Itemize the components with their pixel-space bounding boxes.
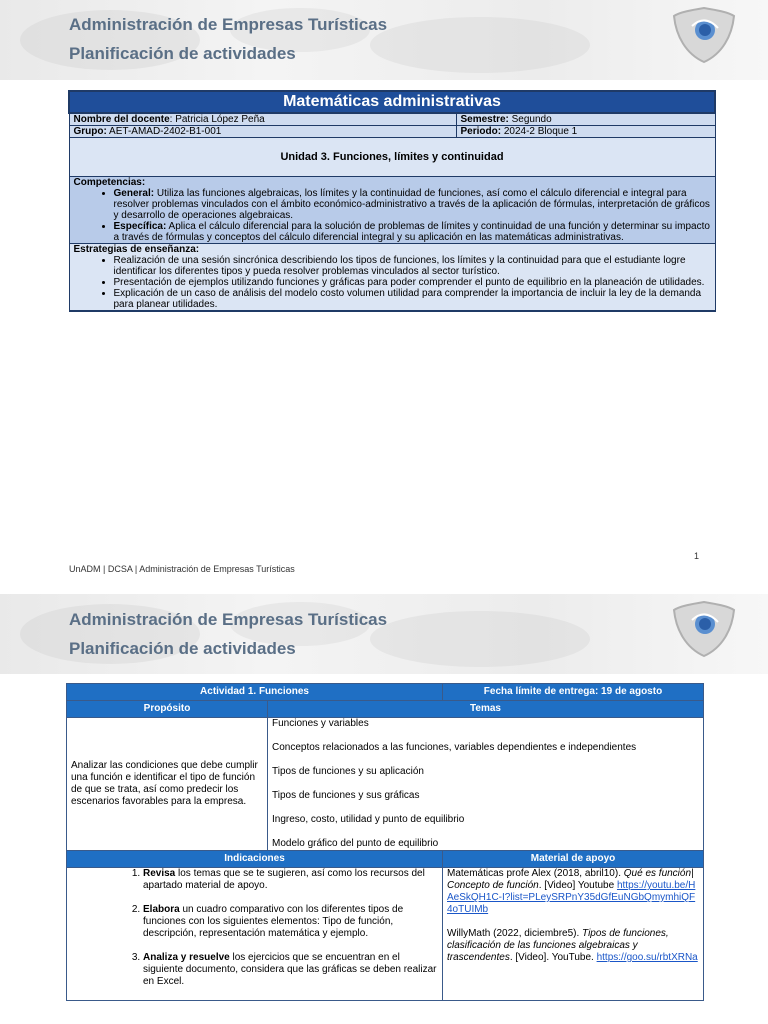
material-author: WillyMath (2022, diciembre5). <box>447 928 583 939</box>
header-title: Administración de Empresas Turísticas <box>69 610 388 629</box>
competencias-label: Competencias: <box>73 177 146 188</box>
temas-list <box>268 718 704 851</box>
periodo-value: 2024-2 Bloque 1 <box>501 126 578 137</box>
docente-cell <box>69 113 456 126</box>
unadm-shield-logo-icon <box>672 6 736 64</box>
unadm-shield-logo-icon <box>672 600 736 658</box>
material-header: Material de apoyo <box>443 851 704 868</box>
grupo-cell <box>69 126 456 138</box>
grupo-label: Grupo: <box>73 126 107 137</box>
estrategia-item: • Presentación de ejemplos utilizando funciones y gráficas para poder comprender el punto de equilibrio en la planeación de utilidades. <box>114 277 711 288</box>
indicacion-item <box>143 952 438 988</box>
tema-item: Funciones y variables <box>272 718 369 729</box>
indicacion-text: los ejercicios que se encuentran en el siguiente documento, considera que las gráficas se deben realizar en Excel. <box>143 952 437 987</box>
estrategias-label: Estrategias de enseñanza: <box>73 244 200 255</box>
material-link[interactable]: https://goo.su/rbtXRNa <box>596 952 698 963</box>
estrategias-cell <box>69 244 715 312</box>
page2-header <box>0 594 768 674</box>
indicaciones-list <box>67 868 443 1001</box>
indicacion-verb: Analiza y resuelve <box>143 952 230 963</box>
material-source: . [Video] Youtube <box>538 880 617 891</box>
header-subtitle: Planificación de actividades <box>69 44 296 63</box>
semestre-value: Segundo <box>508 114 552 125</box>
indicacion-verb: Elabora <box>143 904 180 915</box>
semestre-cell <box>456 113 715 126</box>
competencias-cell <box>69 177 715 244</box>
estrategia-item: • Explicación de un caso de análisis del modelo costo volumen utilidad para comprender la importancia de incluir la ley de la demanda para planear utilidades. <box>114 288 711 310</box>
periodo-label: Periodo: <box>460 126 502 137</box>
indicaciones-header: Indicaciones <box>67 851 443 868</box>
competencia-label: Específica: <box>113 221 167 232</box>
material-list <box>443 868 704 1001</box>
competencia-item <box>114 221 711 243</box>
material-title: Qué es función| Concepto de función <box>447 868 694 891</box>
header-subtitle: Planificación de actividades <box>69 639 296 658</box>
tema-item: Tipos de funciones y su aplicación <box>272 766 424 777</box>
page-number: 1 <box>694 551 700 561</box>
world-map-background <box>0 0 768 80</box>
competencia-label: General: <box>113 188 155 199</box>
semestre-label: Semestre: <box>460 114 509 125</box>
grupo-value: AET-AMAD-2402-B1-001 <box>106 126 222 137</box>
course-title: Matemáticas administrativas <box>69 91 715 113</box>
tema-item: Ingreso, costo, utilidad y punto de equilibrio <box>272 814 465 825</box>
material-item <box>447 928 699 964</box>
unidad-title: Unidad 3. Funciones, límites y continuidad <box>69 138 715 177</box>
indicacion-text: un cuadro comparativo con los diferentes tipos de funciones con los siguientes elementos: Tipo de función, descripción, representación matemática y ejemplo. <box>143 904 404 939</box>
material-link[interactable]: https://youtu.be/HAeSkQH1C-I?list=PLeySRPnY35dGfEuNGbQmymhiQF4oTUIMb <box>447 880 696 915</box>
proposito-text: Analizar las condiciones que debe cumplir una función e identificar el tipo de función de que se trata, así como predecir los escenarios favorables para la empresa. <box>67 718 268 851</box>
indicaciones-ol <box>71 868 438 988</box>
tema-item: Modelo gráfico del punto de equilibrio <box>272 838 439 849</box>
header-title: Administración de Empresas Turísticas <box>69 15 388 34</box>
estrategias-list <box>74 255 711 310</box>
temas-header: Temas <box>268 701 704 718</box>
indicacion-item <box>143 868 438 892</box>
tema-item: Conceptos relacionados a las funciones, variables dependientes e independientes <box>272 742 637 753</box>
activity-table <box>66 683 704 1001</box>
proposito-header: Propósito <box>67 701 268 718</box>
indicacion-verb: Revisa <box>143 868 176 879</box>
competencia-item <box>114 188 711 221</box>
course-info-table <box>68 90 716 312</box>
tema-item: Tipos de funciones y sus gráficas <box>272 790 420 801</box>
competencias-list <box>74 188 711 243</box>
docente-label: Nombre del docente <box>73 114 170 125</box>
indicacion-item <box>143 904 438 940</box>
material-source: . [Video]. YouTube. <box>509 952 597 963</box>
actividad-title: Actividad 1. Funciones <box>67 684 443 701</box>
periodo-cell <box>456 126 715 138</box>
docente-value: : Patricia López Peña <box>169 114 265 125</box>
world-map-background <box>0 594 768 674</box>
fecha-limite: Fecha límite de entrega: 19 de agosto <box>443 684 704 701</box>
page1-header <box>0 0 768 80</box>
competencia-text: Aplica el cálculo diferencial para la solución de problemas de límites y continuidad de una función y determinar su impacto a través de fórmulas y conceptos del cálculo diferencial integral y su aplicación en las matemáticas administrativas. <box>113 221 710 243</box>
estrategia-item: • Realización de una sesión sincrónica describiendo los tipos de funciones, los límites y la continuidad para que el estudiante logre identificar los diferentes tipos y pueda resolver problemas vinculados al sector turístico. <box>114 255 711 277</box>
competencia-text: Utiliza las funciones algebraicas, los límites y la continuidad de funciones, así como el cálculo diferencial e integral para resolver problemas vinculados con el ámbito económico-administrativo a través de la aplicación de fórmulas, interpretación de gráficos y desarrollo de operaciones algebraicas. <box>113 188 710 221</box>
material-title: Tipos de funciones, clasificación de las funciones algebraicas y trascendentes <box>447 928 669 963</box>
material-item <box>447 868 699 916</box>
page-footer: UnADM | DCSA | Administración de Empresas Turísticas <box>69 564 295 574</box>
material-author: Matemáticas profe Alex (2018, abril10). <box>447 868 624 879</box>
indicacion-text: los temas que se te sugieren, así como los recursos del apartado material de apoyo. <box>143 868 425 891</box>
